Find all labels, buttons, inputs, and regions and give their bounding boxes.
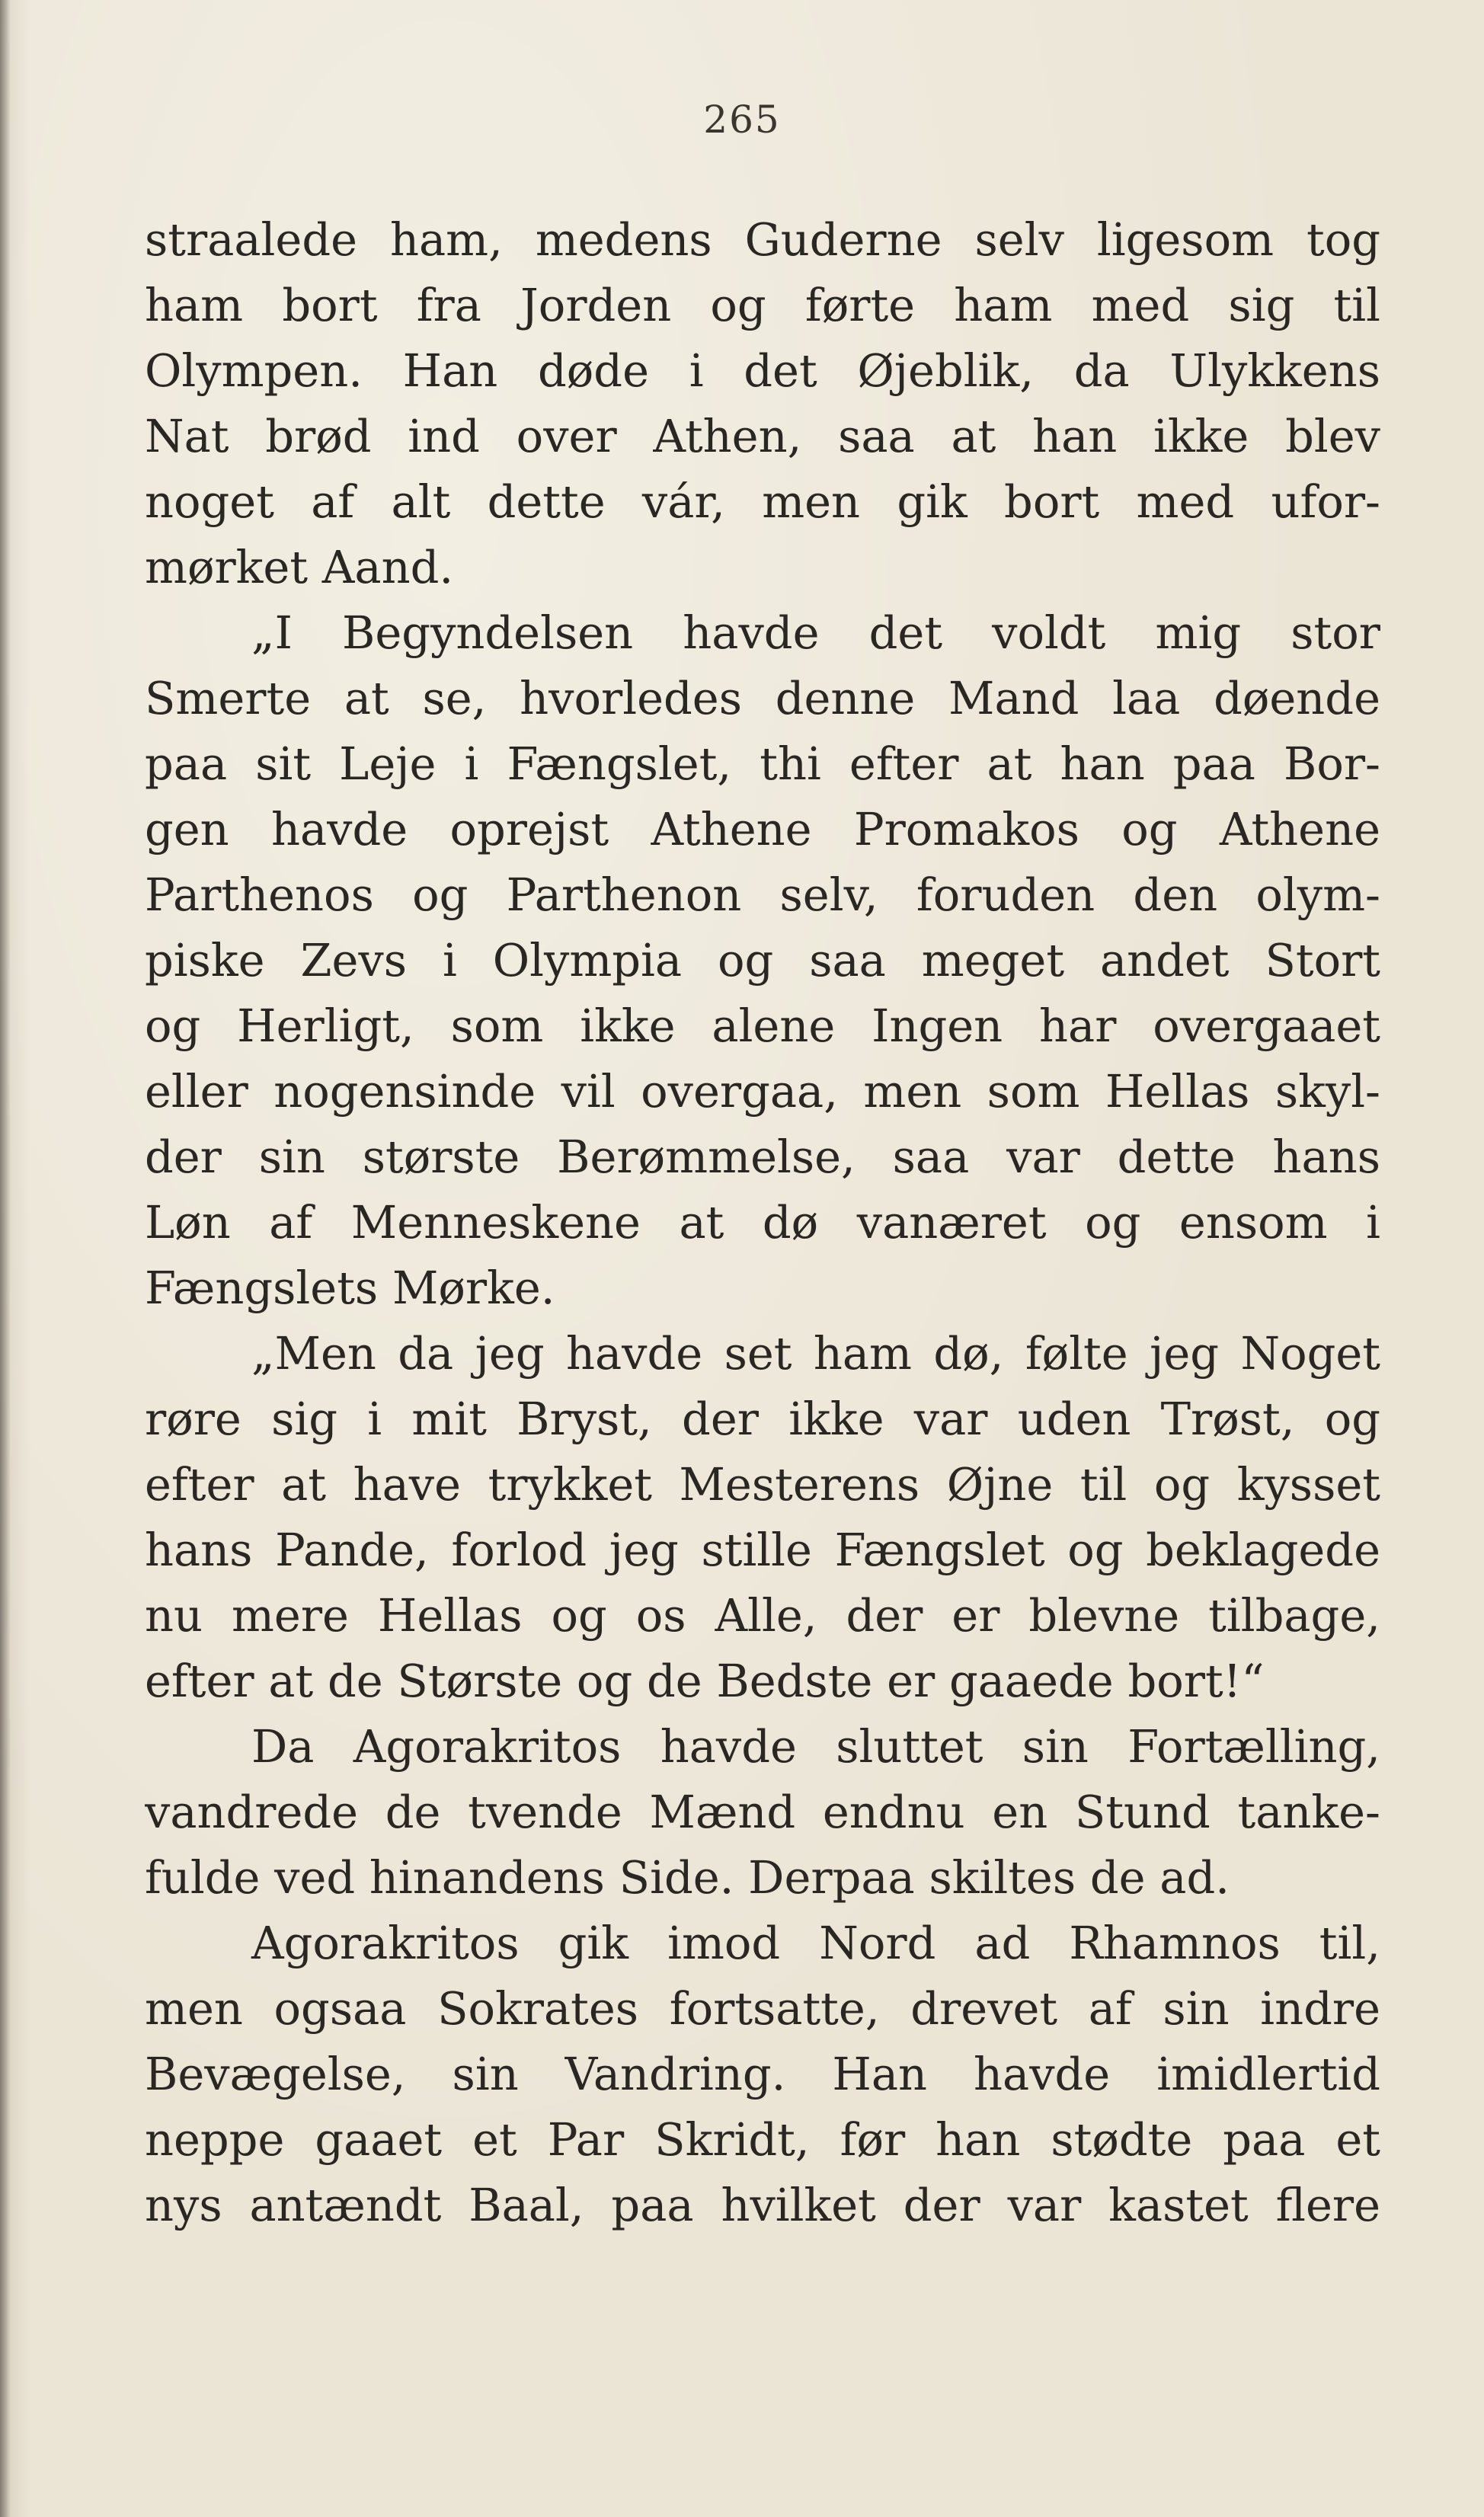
text-line: vandrede de tvende Mænd endnu en Stund tanke- xyxy=(145,1786,1380,1838)
text-line: straalede ham, medens Guderne selv ligesom tog xyxy=(145,213,1380,266)
text-line: Fængslets Mørke. xyxy=(145,1262,555,1314)
body-text xyxy=(145,207,1380,2238)
text-line: piske Zevs i Olympia og saa meget andet Stort xyxy=(145,934,1380,987)
text-line: Nat brød ind over Athen, saa at han ikke blev xyxy=(145,410,1380,462)
text-line: „I Begyndelsen havde det voldt mig stor xyxy=(251,606,1380,659)
text-line: noget af alt dette vár, men gik bort med ufor- xyxy=(145,475,1380,528)
text-line: mørket Aand. xyxy=(145,541,454,593)
text-line: Agorakritos gik imod Nord ad Rhamnos til, xyxy=(251,1917,1380,1969)
page-number: 265 xyxy=(703,98,781,142)
text-line: men ogsaa Sokrates fortsatte, drevet af sin indre xyxy=(145,1982,1380,2035)
text-line: fulde ved hinandens Side. Derpaa skiltes de ad. xyxy=(145,1851,1230,1904)
text-line: Parthenos og Parthenon selv, foruden den olym- xyxy=(145,868,1380,921)
text-line: gen havde oprejst Athene Promakos og Athene xyxy=(145,803,1380,856)
text-line: ham bort fra Jorden og førte ham med sig til xyxy=(145,279,1380,331)
text-line: neppe gaaet et Par Skridt, før han stødte paa et xyxy=(145,2113,1380,2166)
text-line: „Men da jeg havde set ham dø, følte jeg Noget xyxy=(251,1327,1380,1380)
text-line: paa sit Leje i Fængslet, thi efter at han paa Bor- xyxy=(145,737,1380,790)
page-edge-shadow xyxy=(0,0,11,2517)
text-line: nu mere Hellas og os Alle, der er blevne tilbage, xyxy=(145,1589,1380,1642)
text-line: eller nogensinde vil overgaa, men som Hellas skyl- xyxy=(145,1065,1380,1118)
text-line: og Herligt, som ikke alene Ingen har overgaaet xyxy=(145,999,1380,1052)
text-line: Olympen. Han døde i det Øjeblik, da Ulykkens xyxy=(145,344,1380,397)
text-line: efter at de Største og de Bedste er gaaede bort!“ xyxy=(145,1655,1265,1707)
text-line: efter at have trykket Mesterens Øjne til og kysset xyxy=(145,1458,1380,1511)
text-line: der sin største Berømmelse, saa var dette hans xyxy=(145,1131,1380,1183)
text-line: hans Pande, forlod jeg stille Fængslet og beklagede xyxy=(145,1524,1380,1576)
text-line: nys antændt Baal, paa hvilket der var kastet flere xyxy=(145,2179,1380,2231)
text-line: Bevægelse, sin Vandring. Han havde imidlertid xyxy=(145,2048,1380,2100)
text-line: Løn af Menneskene at dø vanæret og ensom i xyxy=(145,1196,1380,1249)
text-line: Smerte at se, hvorledes denne Mand laa døende xyxy=(145,672,1380,724)
text-line: røre sig i mit Bryst, der ikke var uden Trøst, og xyxy=(145,1393,1380,1445)
text-line: Da Agorakritos havde sluttet sin Fortælling, xyxy=(251,1720,1380,1773)
